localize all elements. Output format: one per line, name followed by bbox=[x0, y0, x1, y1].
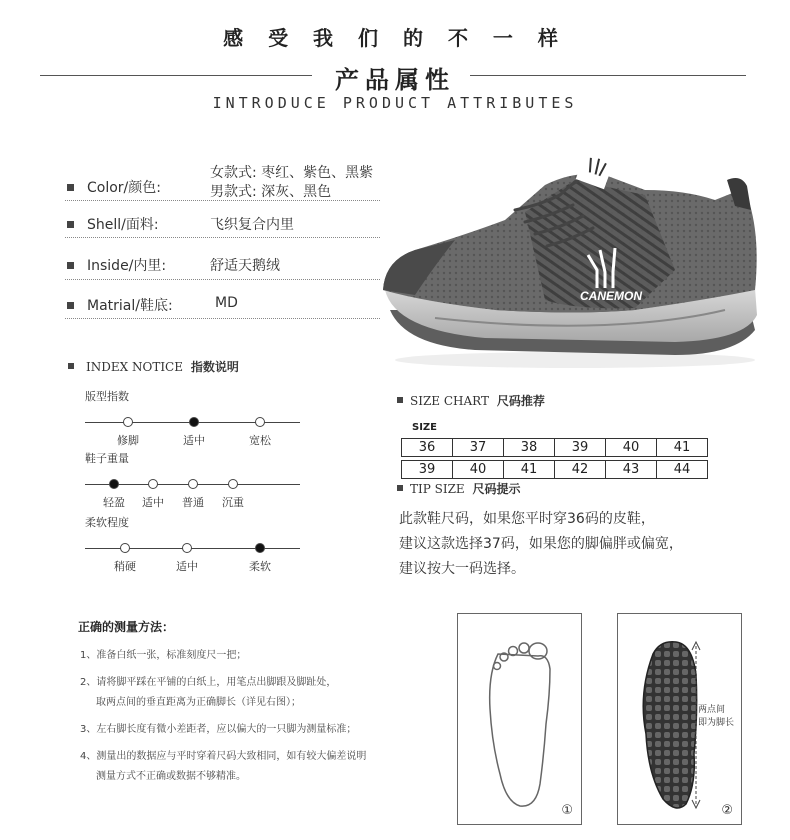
panel1-badge: ① bbox=[561, 803, 573, 818]
size-cell: 36 bbox=[402, 439, 453, 457]
size-cell: 41 bbox=[657, 439, 708, 457]
scale-softness-dot-selected bbox=[255, 543, 265, 553]
attr-value-inside: 舒适天鹅绒 bbox=[210, 258, 280, 274]
scale-weight-option: 普通 bbox=[182, 496, 204, 509]
scale-fit-option: 宽松 bbox=[249, 434, 271, 447]
scale-weight-dot-selected bbox=[109, 479, 119, 489]
scale-fit bbox=[85, 388, 305, 447]
size-table-row1 bbox=[401, 438, 708, 457]
size-cell: 41 bbox=[504, 461, 555, 479]
scale-fit-dot-selected bbox=[189, 417, 199, 427]
scale-softness-option: 柔软 bbox=[249, 560, 271, 573]
scale-fit-option: 适中 bbox=[183, 434, 205, 447]
scale-weight-label: 鞋子重量 bbox=[85, 452, 129, 465]
size-chart-title-cn: 尺码推荐 bbox=[496, 394, 545, 408]
tip-line: 建议这款选择37码，如果您的脚偏胖或偏宽， bbox=[399, 536, 683, 552]
scale-weight-option: 沉重 bbox=[222, 496, 244, 509]
size-cell: 37 bbox=[453, 439, 504, 457]
section-subtitle: INTRODUCE PRODUCT ATTRIBUTES bbox=[212, 94, 578, 112]
attr-label-color: Color/颜色: bbox=[87, 180, 161, 196]
attr-value-shell: 飞织复合内里 bbox=[210, 217, 294, 233]
divider bbox=[65, 237, 380, 238]
bullet-icon bbox=[68, 363, 74, 369]
scale-weight-line bbox=[85, 484, 300, 509]
tip-size-title-en: TIP SIZE bbox=[410, 482, 465, 496]
tip-size-title-cn: 尺码提示 bbox=[472, 482, 521, 496]
panel2-note bbox=[698, 704, 734, 730]
scale-fit-dot bbox=[255, 417, 265, 427]
scale-softness bbox=[85, 514, 305, 573]
shoe-brand-text: CANEMON bbox=[580, 289, 642, 303]
size-label: SIZE bbox=[412, 422, 438, 433]
index-notice-title bbox=[86, 358, 239, 375]
foot-outline-panel bbox=[457, 613, 582, 825]
scale-fit-line bbox=[85, 422, 300, 447]
attr-label-shell: Shell/面料: bbox=[87, 217, 159, 233]
panel2-note-line: 两点间 bbox=[698, 705, 726, 715]
scale-softness-line bbox=[85, 548, 300, 573]
bullet-icon bbox=[67, 262, 74, 269]
tip-line: 建议按大一码选择。 bbox=[399, 561, 525, 577]
measure-steps bbox=[80, 649, 440, 784]
bullet-icon bbox=[67, 302, 74, 309]
scale-weight bbox=[85, 450, 305, 509]
divider bbox=[65, 318, 380, 319]
measure-step: 2、请将脚平踩在平铺的白纸上，用笔点出脚跟及脚趾处， bbox=[80, 677, 337, 688]
scale-fit-label: 版型指数 bbox=[85, 390, 129, 403]
sole-panel bbox=[617, 613, 742, 825]
size-cell: 43 bbox=[606, 461, 657, 479]
divider bbox=[65, 200, 380, 201]
scale-fit-option: 修脚 bbox=[117, 434, 139, 447]
panel2-note-line: 即为脚长 bbox=[698, 718, 735, 728]
tip-line: 此款鞋尺码，如果您平时穿36码的皮鞋， bbox=[399, 511, 655, 527]
panel2-badge: ② bbox=[721, 803, 733, 818]
scale-softness-dot bbox=[120, 543, 130, 553]
scale-softness-label: 柔软程度 bbox=[85, 516, 129, 529]
measure-step: 取两点间的垂直距离为正确脚长（详见右图）； bbox=[96, 697, 301, 708]
scale-weight-option: 轻盈 bbox=[103, 496, 125, 509]
product-shoe-image bbox=[375, 150, 765, 375]
bullet-icon bbox=[67, 184, 74, 191]
size-cell: 39 bbox=[402, 461, 453, 479]
scale-fit-dot bbox=[123, 417, 133, 427]
bullet-icon bbox=[397, 397, 403, 403]
scale-weight-dot bbox=[228, 479, 238, 489]
size-table-row2 bbox=[401, 460, 708, 479]
foot-outline-icon bbox=[458, 614, 581, 824]
attr-value-color-women: 女款式: 枣红、紫色、黑紫 bbox=[210, 165, 374, 181]
attr-value-color-men: 男款式: 深灰、黑色 bbox=[210, 184, 332, 200]
size-cell: 39 bbox=[555, 439, 606, 457]
size-chart-title bbox=[410, 392, 545, 409]
divider bbox=[65, 279, 380, 280]
tip-size-text bbox=[399, 507, 683, 582]
measure-step: 3、左右脚长度有微小差距者，应以偏大的一只脚为测量标准； bbox=[80, 724, 357, 735]
scale-softness-dot bbox=[182, 543, 192, 553]
index-notice-title-en: INDEX NOTICE bbox=[86, 360, 184, 374]
bullet-icon bbox=[397, 485, 403, 491]
scale-weight-dot bbox=[148, 479, 158, 489]
measure-step: 4、测量出的数据应与平时穿着尺码大致相同，如有较大偏差说明 bbox=[80, 751, 367, 762]
tagline: 感 受 我 们 的 不 一 样 bbox=[223, 26, 567, 50]
attr-value-sole: MD bbox=[215, 295, 238, 311]
measure-title: 正确的测量方法： bbox=[78, 620, 175, 634]
scale-weight-option: 适中 bbox=[142, 496, 164, 509]
size-cell: 44 bbox=[657, 461, 708, 479]
attr-label-inside: Inside/内里: bbox=[87, 258, 167, 274]
size-chart-title-en: SIZE CHART bbox=[410, 394, 490, 408]
size-cell: 38 bbox=[504, 439, 555, 457]
measure-step: 1、准备白纸一张，标准刻度尺一把； bbox=[80, 650, 247, 661]
tip-size-title bbox=[410, 480, 521, 497]
section-title: 产品属性 bbox=[335, 66, 455, 94]
scale-weight-dot bbox=[188, 479, 198, 489]
size-cell: 42 bbox=[555, 461, 606, 479]
bullet-icon bbox=[67, 221, 74, 228]
scale-softness-option: 稍硬 bbox=[114, 560, 136, 573]
size-cell: 40 bbox=[453, 461, 504, 479]
measure-step: 测量方式不正确或数据不够精准。 bbox=[96, 771, 246, 782]
attr-label-sole: Matrial/鞋底: bbox=[87, 298, 173, 314]
scale-softness-option: 适中 bbox=[176, 560, 198, 573]
index-notice-title-cn: 指数说明 bbox=[190, 360, 239, 374]
attributes-list bbox=[65, 160, 385, 320]
size-cell: 40 bbox=[606, 439, 657, 457]
